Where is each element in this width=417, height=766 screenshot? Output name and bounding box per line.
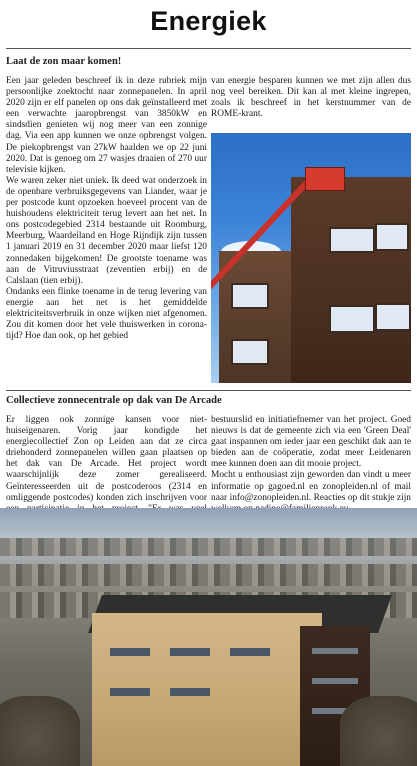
section1-right-column	[211, 76, 411, 120]
title-rule	[6, 48, 411, 49]
section1-paragraph: Ondanks een flinke toename in de terug levering van energie aan het net is het gemiddelde elektriciteitsverbruik in onze wijken niet afgenomen. Zou dit komen door het vele thuiswerken in corona-tijd? Hoe dan ook, op het gebied	[6, 286, 207, 342]
section2-paragraph: bestuurslid en initiatiefnemer van het project. Goed nieuws is dat de gemeente zich via een 'Green Deal' gaat inspannen om ieder jaar een geschikt dak aan te bieden aan de coöperatie, zodat meer Leidenaren mee kunnen doen aan dit mooie project.	[211, 415, 411, 470]
aerial-arcade-photo	[0, 508, 417, 766]
section2-paragraph: Er liggen ook zonnige kansen voor niet-huiseigenaren. Vorig jaar kondigde het energiecollectief Zon op Leiden aan dat ze circa driehonderd zonnepanelen willen gaan plaatsen op het dak van De Arcade. Het project wordt waarschijnlijk deze zomer gerealiseerd. Geïnteresseerden uit de postcoderoos (2314 en omliggende postcodes) konden zich inschrijven voor	[6, 415, 207, 503]
section1-heading: Laat de zon maar komen!	[6, 56, 122, 67]
building-crane-photo	[211, 133, 411, 383]
section1-paragraph: We waren zeker niet uniek. Ik deed wat onderzoek in de openbare verbruiksgegevens van Liander, waar je per postcode kunt opzoeken hoeveel procent van de huishoudens elektriciteit terug levert aan het net. In ons postcodegebied 2314 bestaande uit Roomburg, Meerburg, Waardeiland en Hoge Rijndijk zijn tussen 1 januari 2019 en 31 december 2020 maar liefst 120 zonnedaken bijgekomen! De grootste toename was aan de Vitruviusstraat (zeventien erbij) en de Calslaan (tien erbij).	[6, 175, 207, 286]
section1-left-column	[6, 76, 207, 342]
section1-paragraph: Een jaar geleden beschreef ik in deze rubriek mijn persoonlijke zoektocht naar zonnepanelen. In april 2020 zijn er elf panelen op ons dak geïnstalleerd met een verwachte jaaropbrengst van 3850kW en sindsdien genieten wij nog meer van een zonnige dag. Via een app kunnen we onze opbrengst volgen. De piekopbrengst van 27kW haalden we op 22 juni 2020. Dat is genoeg om 27 wasjes draaien of 270 uur televisie kijken.	[6, 76, 207, 175]
page-title: Energiek	[150, 6, 267, 36]
section2-paragraph: Mocht u enthousiast zijn geworden dan vindt u meer informatie op gagoed.nl en zonopleiden.nl of mail naar info@zonopleiden.nl. Reacties op dit stukje zijn	[211, 470, 411, 503]
section-rule	[6, 390, 411, 391]
section2-right-column	[211, 415, 411, 515]
section1-paragraph: van energie besparen kunnen we met zijn allen dus nog veel bereiken. Dit kan al met kleine ingrepen, zoals ik beschreef in het kerstnummer van de ROME-krant.	[211, 76, 411, 120]
section2-heading: Collectieve zonnecentrale op dak van De Arcade	[6, 395, 222, 406]
